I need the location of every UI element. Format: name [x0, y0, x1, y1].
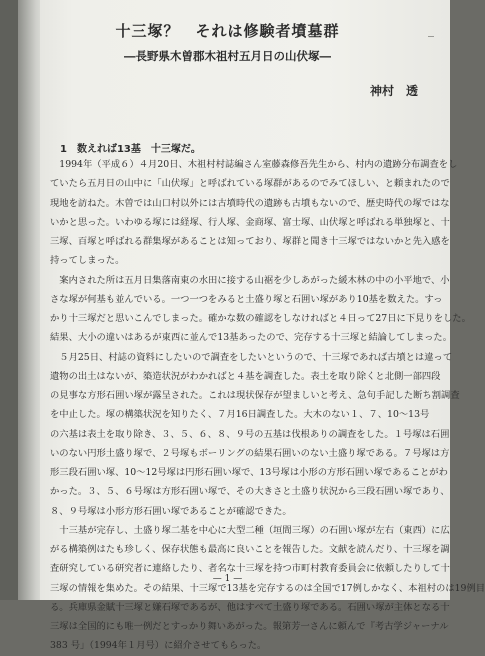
body-line: 十三基が完存し、土盛り塚二基を中心に大型二種（垣間三塚）の石囲い塚が左右（東西）に広 — [50, 524, 450, 536]
body-line: の見事な方形石囲い塚が露呈された。これは現状保存が望ましいと考え、急句手記した断ち割調査 — [50, 390, 460, 401]
document-page — [40, 0, 485, 652]
body-line: かり十三塚だと思いこんでしまった。確かな数の確認をしなければと４日って27日に下見りをした。 — [50, 313, 471, 324]
body-line: る。兵庫県金賦十三塚と嫌石塚であるが、他はすべて土盛り塚である。石囲い塚が主体となる十 — [50, 601, 450, 613]
body-line: 1994年（平成６）４月20日、木祖村村誌編さん室藤森修吾先生から、村内の遺跡分布調査をし — [50, 159, 458, 170]
body-line: ていたら五月日の山中に「山伏塚」と呼ばれている塚群があるのでみてほしい、と頼まれたので — [50, 178, 450, 190]
author-name: 神村 透 — [370, 84, 419, 98]
body-line: ５月25日、村誌の資料にしたいので調査をしたいというので、十三塚であれば古墳とは違って — [50, 351, 453, 363]
body-line: の六基は表土を取り除き、３、５、６、８、９号の五基は伐根ありの調査をした。１号塚は石囲 — [50, 428, 450, 440]
margin-mark — [428, 36, 434, 37]
body-line: ８、９号塚は小形方形石囲い塚であることが確認できた。 — [50, 505, 292, 517]
article-subtitle: ―長野県木曽郡木祖村五月日の山伏塚― — [124, 49, 331, 63]
body-line: いかと思った。いわゆる塚には経塚、行人塚、金商塚、富士塚、山伏塚と呼ばれる単独塚と、十 — [50, 216, 450, 228]
body-line: さな塚が何基も並んでいる。一つ一つをみると土盛り塚と石囲い塚があり10基を数えた。すっ — [50, 293, 443, 305]
body-line: 形三段石囲い塚、10～12号塚は円形石囲い塚で、13号塚は小形の方形石囲い塚であることがわ — [50, 467, 448, 478]
section-heading: 1 数えれば13基 十三塚だ。 — [60, 144, 201, 155]
body-line: を中止した。塚の構築状況を知りたく、７月16日調査した。大木のない１、７、10～13号 — [50, 409, 430, 421]
body-line: 現地を訪ねた。木曽では山口村以外には古墳時代の遺跡も古墳もないので、歴史時代の塚ではな — [50, 197, 450, 209]
body-line: 三塚は全国的にも唯一例だとすっかり舞いあがった。報第芳一さんに頼んで『考古学ジャーナル — [50, 621, 449, 632]
body-line: 結果、大小の違いはあるが東西に並んで13基あったので、完存する十三塚と結論してしまった。 — [50, 332, 453, 344]
body-line: かった。３、５、６号塚は方形石囲い塚で、その大きさと土盛り状況から三段石囲い塚であり、 — [50, 486, 450, 498]
body-line: 持ってしまった。 — [50, 255, 125, 267]
body-line: がる構築例はたも珍しく、保存状態も最高に良いことを報告した。文献を読んだり、十三塚を調 — [50, 544, 450, 555]
article-title: 十三塚？ それは修験者墳墓群 — [115, 22, 340, 40]
body-line: いのない円形土盛り塚で、２号塚もボーリングの結果石囲いのない土盛り塚である。７号塚は方 — [50, 447, 450, 459]
body-line: 遺物の出土はないが、築造状況がわかればと４基を調査した。表土を取り除くと北側一部四段 — [50, 370, 441, 382]
page-number: — 1 — — [212, 574, 243, 584]
body-line: 383 号」（1994年１月号）に紹介させてもらった。 — [50, 640, 267, 652]
body-line: 査研究している研究者に連絡したり、者名な十三塚を持つ市町村教育委員会に依頼したりして十 — [50, 563, 450, 575]
body-line: 三塚、百塚と呼ばれる群集塚があることは知っており、塚群と聞き十三塚ではないかと先入感を — [50, 236, 450, 247]
body-line: 案内された所は五月日集落南東の水田に接する山裾を少しあがった緩木林の中の小平地で、小 — [50, 274, 450, 286]
body-line: 三塚の情報を集めた。その結果、十三塚で13基を完存するのは全国で17例しかなく、本祖村のは19例目 — [50, 582, 485, 594]
